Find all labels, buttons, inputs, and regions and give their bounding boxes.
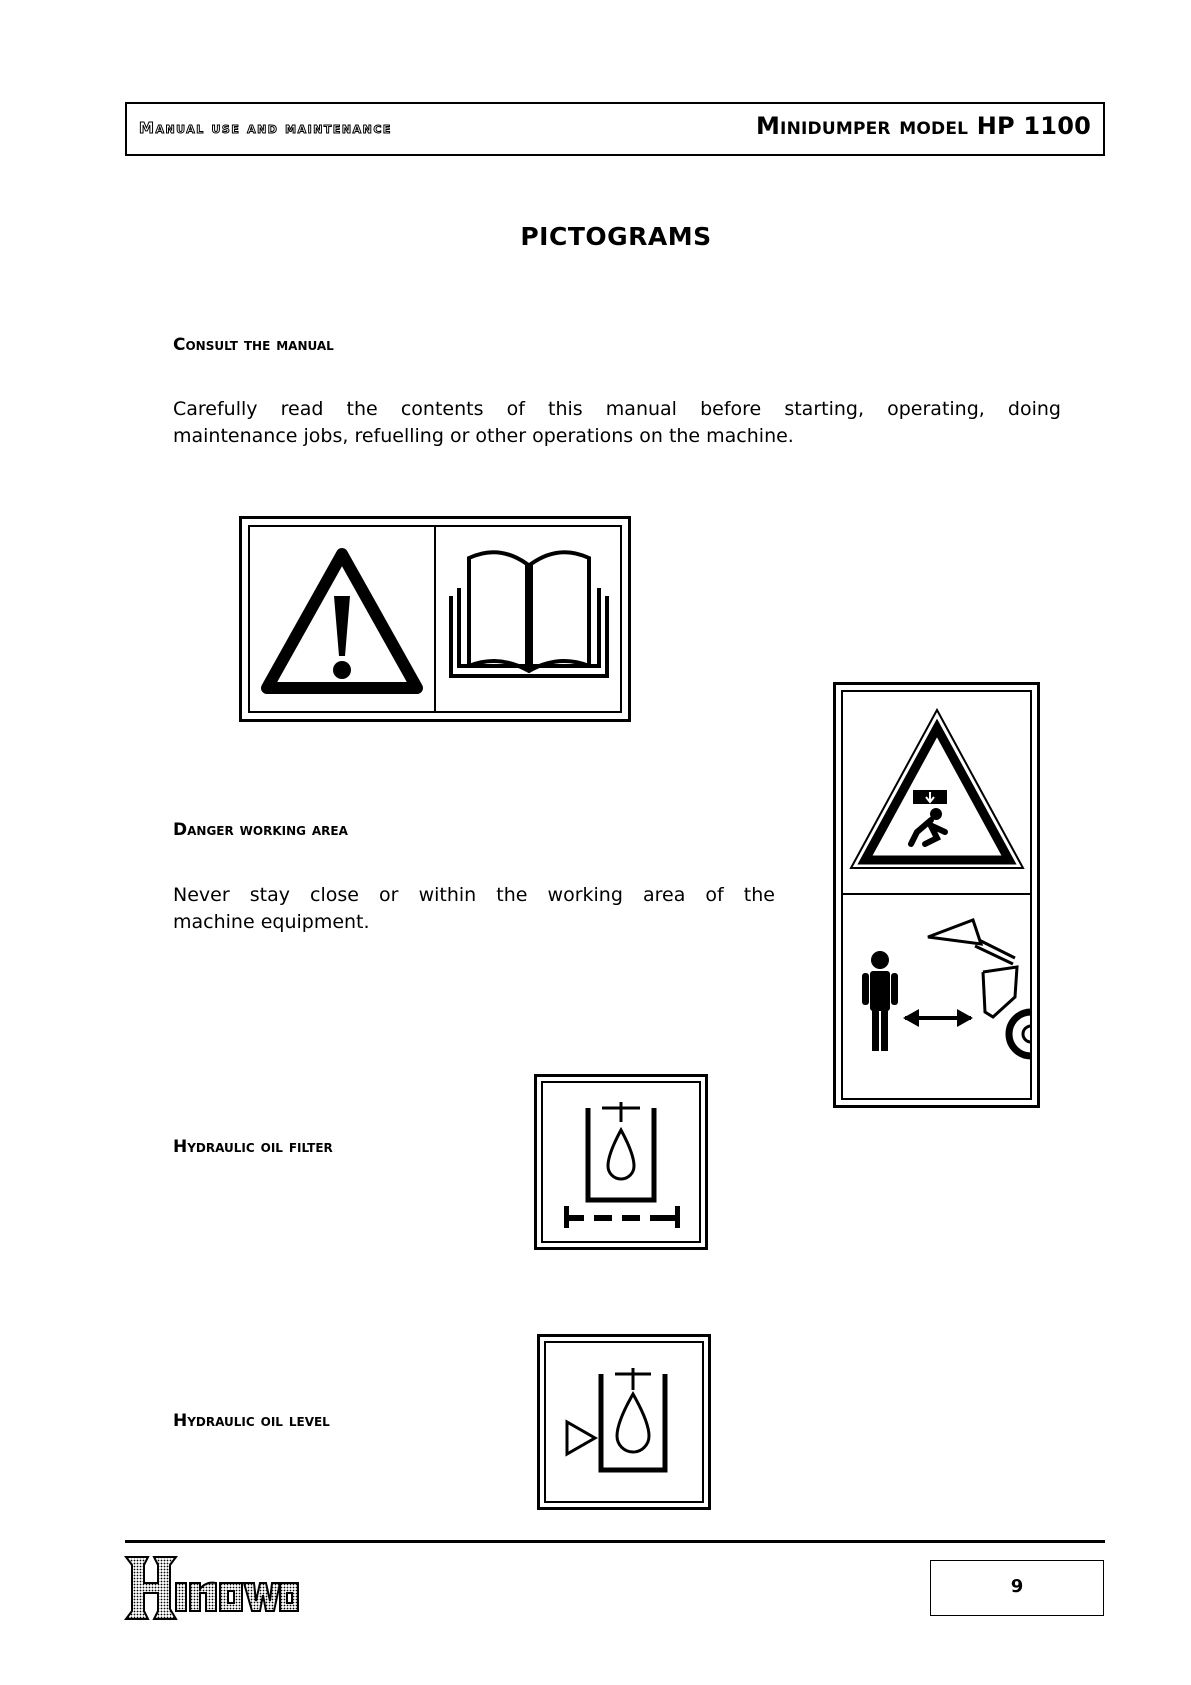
- crush-hazard-keep-distance-icon: [833, 682, 1040, 1108]
- machine-bucket-icon: [928, 920, 1031, 1056]
- hydraulic-oil-filter-icon: [534, 1074, 708, 1250]
- open-book-icon: [451, 552, 607, 676]
- page-title: PICTOGRAMS: [520, 222, 712, 251]
- section-text-danger-area-line2: machine equipment.: [173, 911, 370, 933]
- section-heading-danger-area: Danger working area: [173, 820, 348, 840]
- header-model-title: Minidumper model HP 1100: [755, 112, 1091, 140]
- page-number: 9: [930, 1560, 1104, 1616]
- section-heading-consult-manual: Consult the manual: [173, 335, 334, 355]
- crush-hazard-triangle-icon: [851, 710, 1023, 868]
- header-manual-title: Manual use and maintenance: [139, 119, 392, 137]
- warning-triangle-icon: [267, 554, 417, 688]
- section-text-consult-manual-line2: maintenance jobs, refuelling or other operations on the machine.: [173, 425, 794, 447]
- page-header: [125, 102, 1105, 156]
- section-text-consult-manual-line1: Carefully read the contents of this manual before starting, operating, doing: [173, 398, 1061, 420]
- section-heading-oil-filter: Hydraulic oil filter: [173, 1137, 333, 1157]
- section-heading-oil-level: Hydraulic oil level: [173, 1411, 330, 1431]
- footer-rule: [125, 1540, 1105, 1543]
- person-keep-distance-icon: [862, 951, 973, 1051]
- hydraulic-oil-level-icon: [537, 1334, 711, 1510]
- section-text-danger-area-line1: Never stay close or within the working area of the: [173, 884, 775, 906]
- warning-and-manual-icon: [239, 516, 631, 722]
- hinowa-logo: [124, 1553, 300, 1625]
